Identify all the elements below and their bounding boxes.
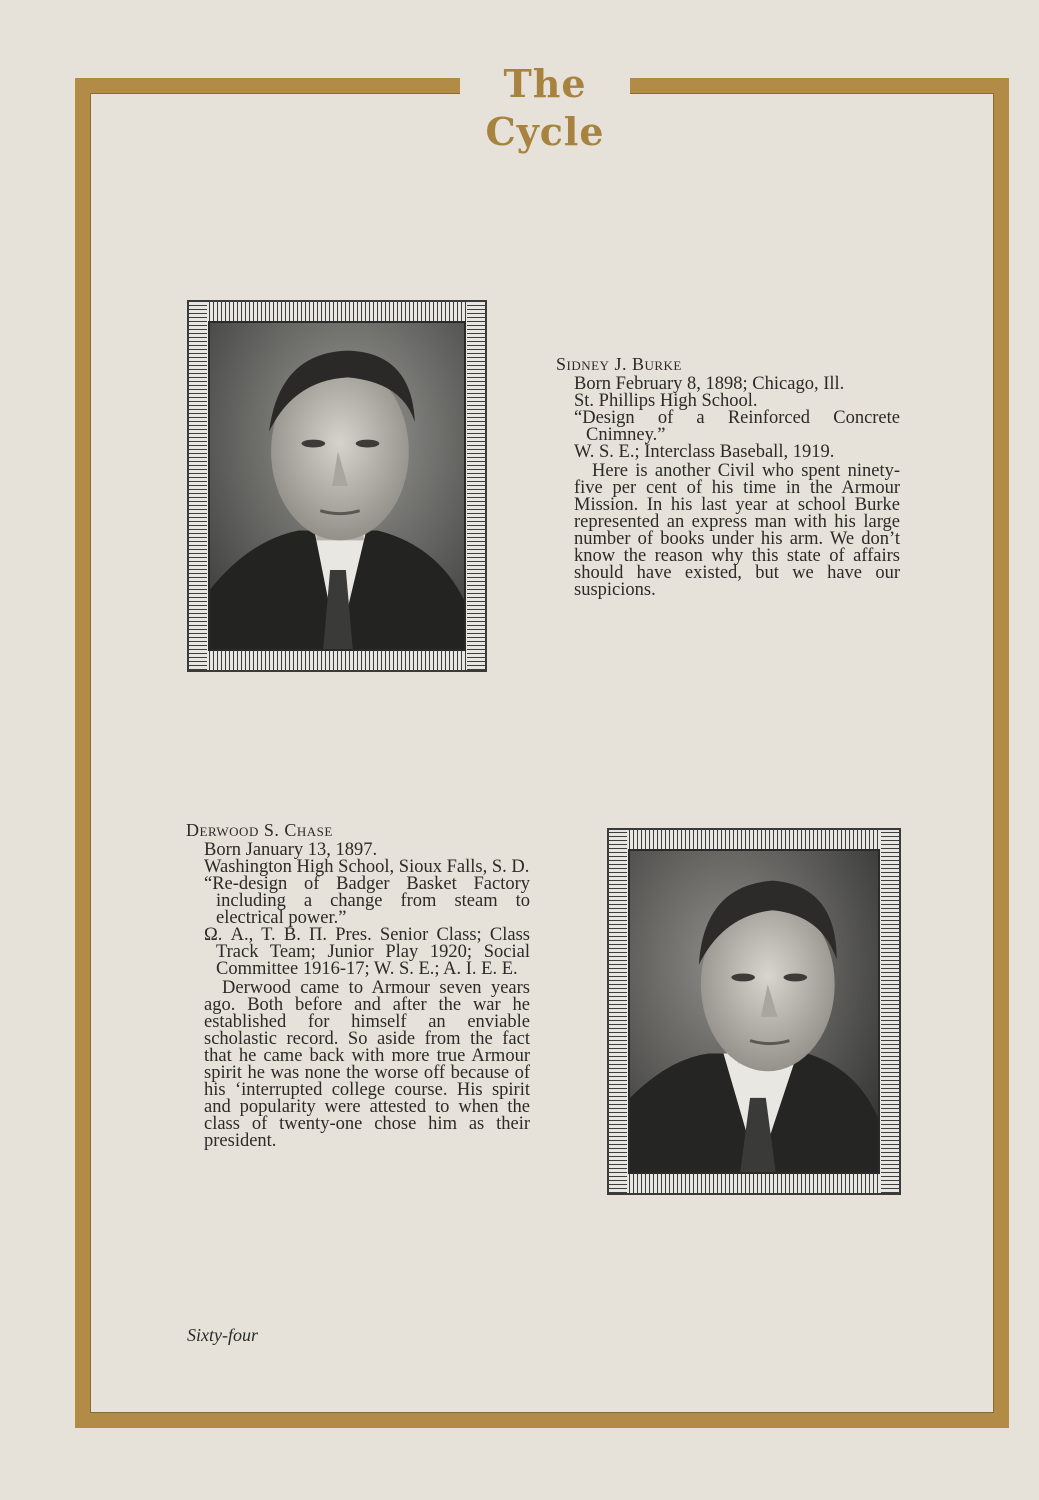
birth-info: Born February 8, 1898; Chicago, Ill.	[574, 374, 845, 394]
frame-side-pattern	[467, 302, 485, 670]
thesis-title: “Design of a Reinforced Concrete Cnimney.”	[574, 408, 900, 445]
entry-chase	[186, 822, 530, 1150]
biography: Here is another Civil who spent ninety-five per cent of his time in the Armour Mission. In his last year at school Burke represented an express man with his large number of books under his arm. We don’t know the reason why this state of affairs should have existed, but we have our suspicions.	[574, 461, 900, 600]
page-border	[75, 78, 1009, 1428]
portrait-photo-burke	[208, 321, 466, 651]
entry-burke	[556, 356, 900, 599]
thesis-title: “Re-design of Badger Basket Factory including a change from steam to electrical power.”	[204, 874, 530, 928]
frame-side-pattern	[609, 830, 627, 1193]
biography: Derwood came to Armour seven years ago. Both before and after the war he established for himself an enviable scholastic record. So aside from the fact that he came back with more true Armour spirit he was none the worse off because of his ‘interrupted college course. His spirit and popularity were attested to when the class of twenty-one chose him as their president.	[204, 978, 530, 1151]
portrait-photo-chase	[628, 849, 880, 1174]
activities: Ω. A., T. B. Π. Pres. Senior Class; Class Track Team; Junior Play 1920; Social Committee 1916-17; W. S. E.; A. I. E. E.	[204, 925, 530, 979]
frame-side-pattern	[881, 830, 899, 1193]
high-school: Washington High School, Sioux Falls, S. D.	[204, 857, 530, 877]
portrait-frame-burke	[187, 300, 487, 672]
activities: W. S. E.; Interclass Baseball, 1919.	[574, 442, 835, 462]
portrait-image	[210, 323, 464, 649]
student-name: Sidney J. Burke	[556, 354, 682, 374]
high-school: St. Phillips High School.	[574, 391, 758, 411]
birth-info: Born January 13, 1897.	[204, 840, 378, 860]
student-name: Derwood S. Chase	[186, 820, 333, 840]
portrait-image	[630, 851, 878, 1172]
page-number: Sixty-four	[187, 1325, 258, 1345]
page-header-title: The Cycle	[485, 61, 605, 154]
portrait-frame-chase	[607, 828, 901, 1195]
frame-side-pattern	[189, 302, 207, 670]
